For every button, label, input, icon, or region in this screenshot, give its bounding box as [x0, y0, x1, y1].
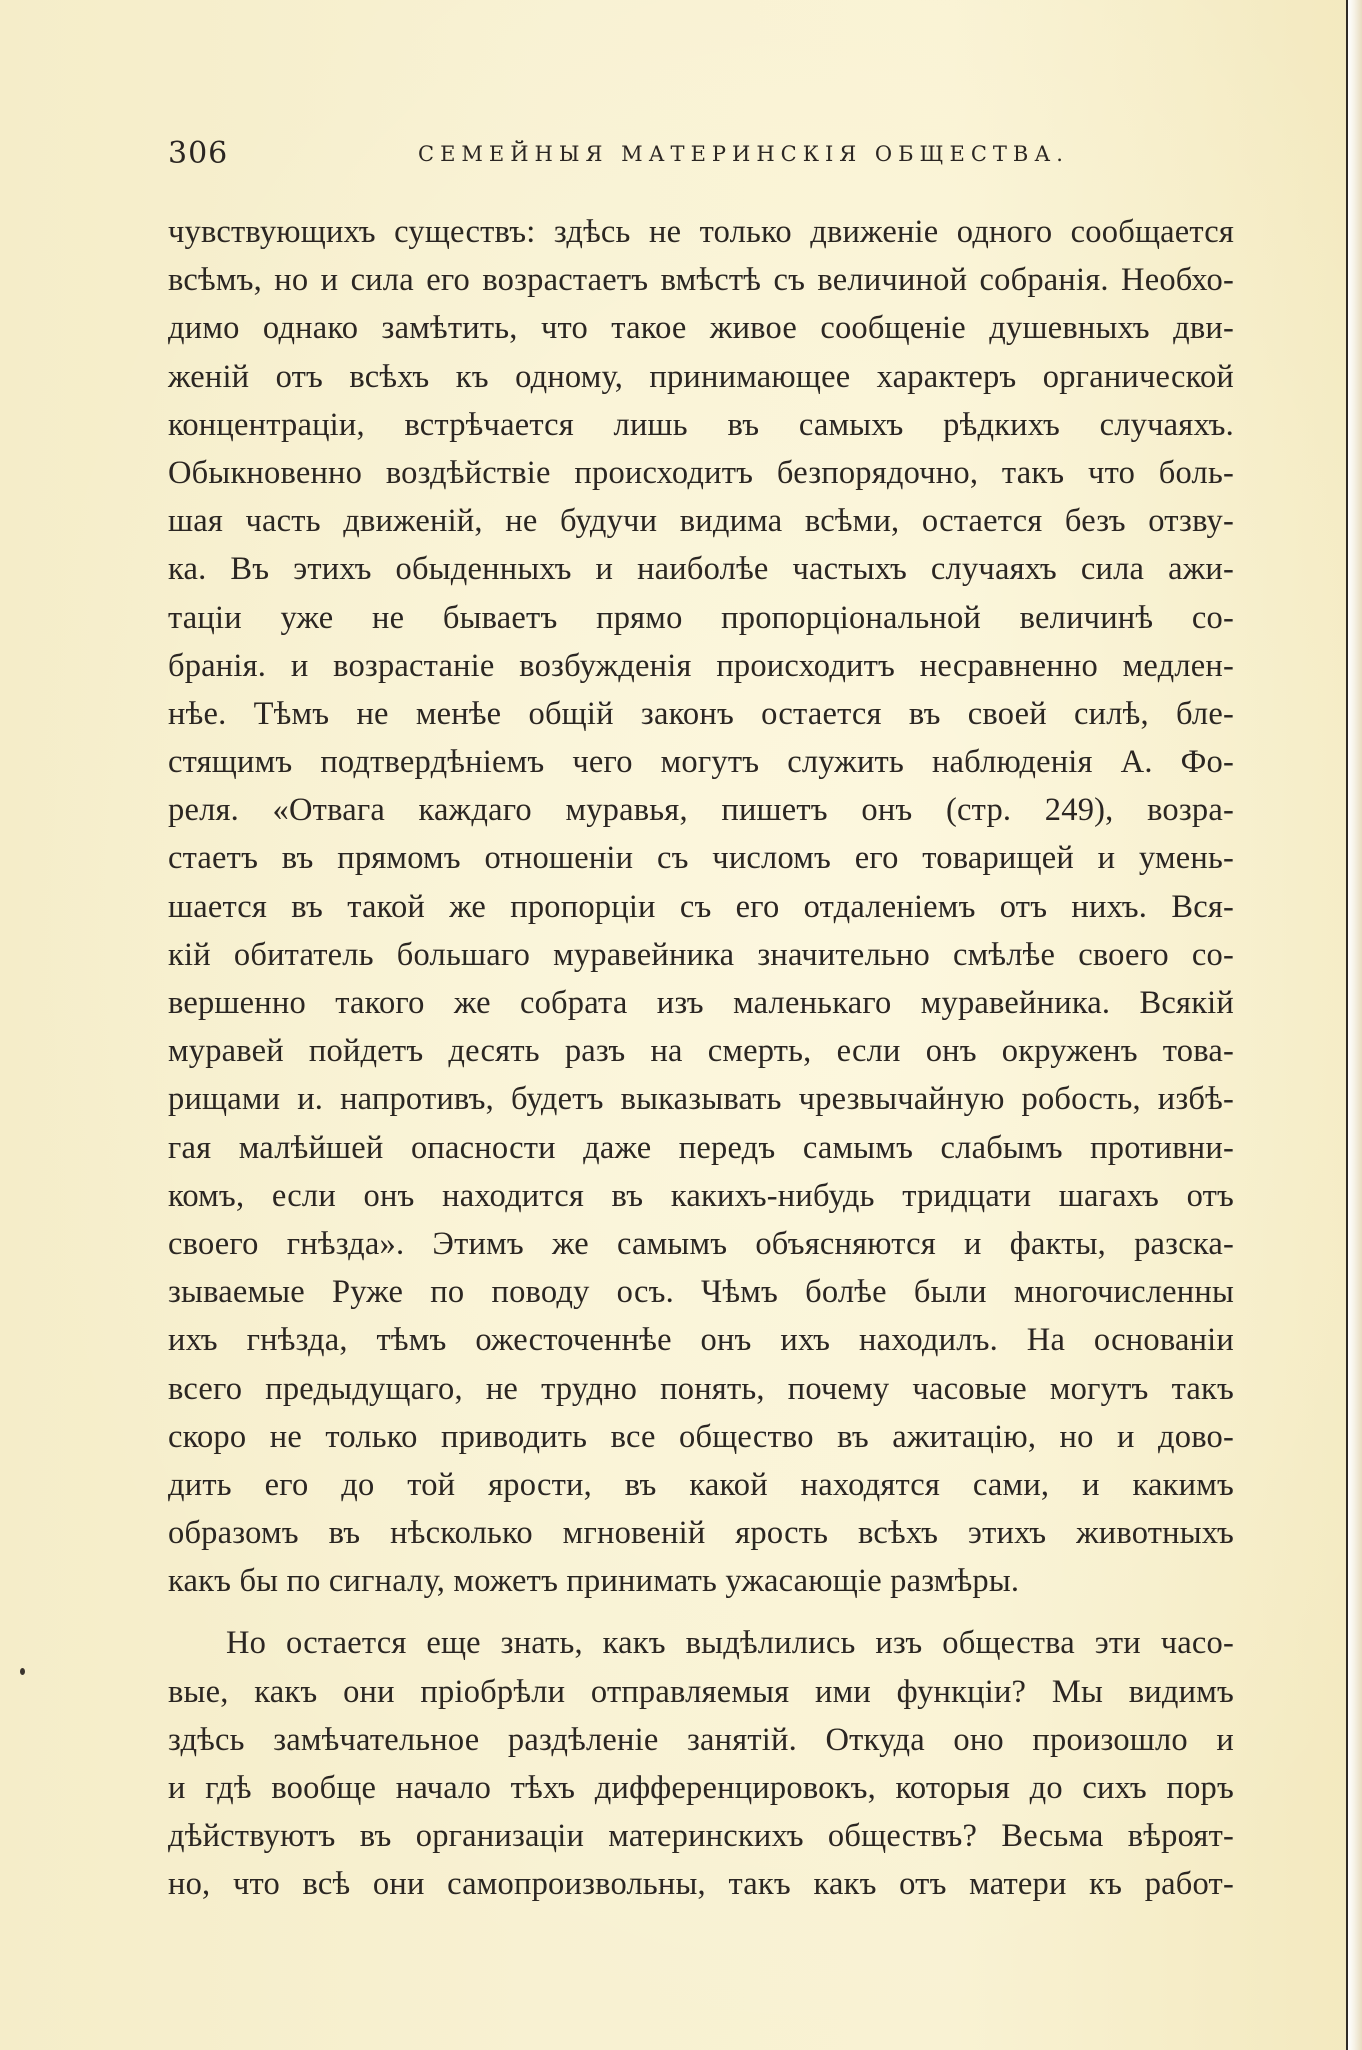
text-line: ка. Въ этихъ обыденныхъ и наиболѣе частыхъ случаяхъ сила ажи-	[168, 551, 1234, 588]
text-line: стаетъ въ прямомъ отношеніи съ числомъ его товарищей и умень-	[168, 840, 1234, 877]
text-line: димо однако замѣтить, что такое живое сообщеніе душевныхъ дви-	[168, 310, 1234, 347]
paragraph-gap	[168, 1605, 1234, 1619]
text-line: вершенно такого же собрата изъ маленькаго муравейника. Всякій	[168, 985, 1234, 1021]
text-line: рищами и. напротивъ, будетъ выказывать чрезвычайную робость, избѣ-	[168, 1081, 1234, 1118]
text-line: здѣсь замѣчательное раздѣленіе занятій. Откуда оно произошло и	[168, 1721, 1234, 1758]
text-line: всего предыдущаго, не трудно понять, почему часовые могутъ такъ	[168, 1370, 1234, 1407]
text-line: ихъ гнѣзда, тѣмъ ожесточеннѣе онъ ихъ находилъ. На основаніи	[168, 1322, 1234, 1359]
text-line: концентраціи, встрѣчается лишь въ самыхъ рѣдкихъ случаяхъ.	[168, 406, 1234, 443]
text-line: какъ бы по сигналу, можетъ принимать ужасающіе размѣры.	[168, 1563, 1020, 1600]
page-edge	[1346, 0, 1362, 2050]
text-line: и гдѣ вообще начало тѣхъ дифференцировокъ, которыя до сихъ поръ	[168, 1770, 1234, 1806]
text-line: муравей пойдетъ десять разъ на смерть, если онъ окруженъ това-	[168, 1033, 1234, 1070]
text-line: шая часть движеній, не будучи видима всѣми, остается безъ отзву-	[168, 503, 1234, 540]
text-line: нѣе. Тѣмъ не менѣе общій законъ остается въ своей силѣ, бле-	[168, 695, 1234, 732]
text-line: гая малѣйшей опасности даже передъ самымъ слабымъ противни-	[168, 1129, 1234, 1166]
text-line: комъ, если онъ находится въ какихъ-нибудь тридцати шагахъ отъ	[168, 1177, 1234, 1214]
text-line: таціи уже не бываетъ прямо пропорціональной величинѣ со-	[168, 599, 1234, 636]
page-header	[168, 136, 1234, 176]
text-line: Обыкновенно воздѣйствіе происходитъ безпорядочно, такъ что боль-	[168, 454, 1234, 491]
text-line: бранія. и возрастаніе возбужденія происходитъ несравненно медлен-	[168, 647, 1234, 684]
text-line: реля. «Отвага каждаго муравья, пишетъ онъ (стр. 249), возра-	[168, 792, 1234, 829]
text-line: стящимъ подтвердѣніемъ чего могутъ служить наблюденія А. Фо-	[168, 744, 1234, 781]
text-line: шается въ такой же пропорціи съ его отдаленіемъ отъ нихъ. Вся-	[168, 888, 1234, 925]
text-line: чувствующихъ существъ: здѣсь не только движеніе одного сообщается	[168, 214, 1234, 250]
text-line: вые, какъ они пріобрѣли отправляемыя ими функціи? Мы видимъ	[168, 1673, 1234, 1710]
text-line: скоро не только приводить все общество въ ажитацію, но и дово-	[168, 1418, 1234, 1455]
paragraph-2	[168, 1619, 1234, 1908]
text-line: женій отъ всѣхъ къ одному, принимающее характеръ органической	[168, 358, 1234, 395]
text-line: но, что всѣ они самопроизвольны, такъ какъ отъ матери къ работ-	[168, 1866, 1234, 1903]
page-number: 306	[168, 136, 229, 171]
text-line: образомъ въ нѣсколько мгновеній ярость всѣхъ этихъ животныхъ	[168, 1515, 1234, 1552]
text-line: Но остается еще знать, какъ выдѣлились изъ общества эти часо-	[226, 1625, 1234, 1662]
paragraph-1	[168, 208, 1234, 1605]
running-title: СЕМЕЙНЫЯ МАТЕРИНСКІЯ ОБЩЕСТВА.	[418, 142, 1069, 166]
text-line: своего гнѣзда». Этимъ же самымъ объясняются и факты, разска-	[168, 1225, 1234, 1262]
text-line: зываемые Руже по поводу осъ. Чѣмъ болѣе были многочисленны	[168, 1274, 1234, 1311]
body-text	[168, 208, 1234, 1909]
text-line: дѣйствуютъ въ организаціи материнскихъ обществъ? Весьма вѣроят-	[168, 1818, 1234, 1855]
ink-speck	[20, 1668, 25, 1675]
text-line: всѣмъ, но и сила его возрастаетъ вмѣстѣ съ величиной собранія. Необхо-	[168, 262, 1234, 299]
text-line: дить его до той ярости, въ какой находятся сами, и какимъ	[168, 1466, 1234, 1503]
text-line: кій обитатель большаго муравейника значительно смѣлѣе своего со-	[168, 936, 1234, 973]
